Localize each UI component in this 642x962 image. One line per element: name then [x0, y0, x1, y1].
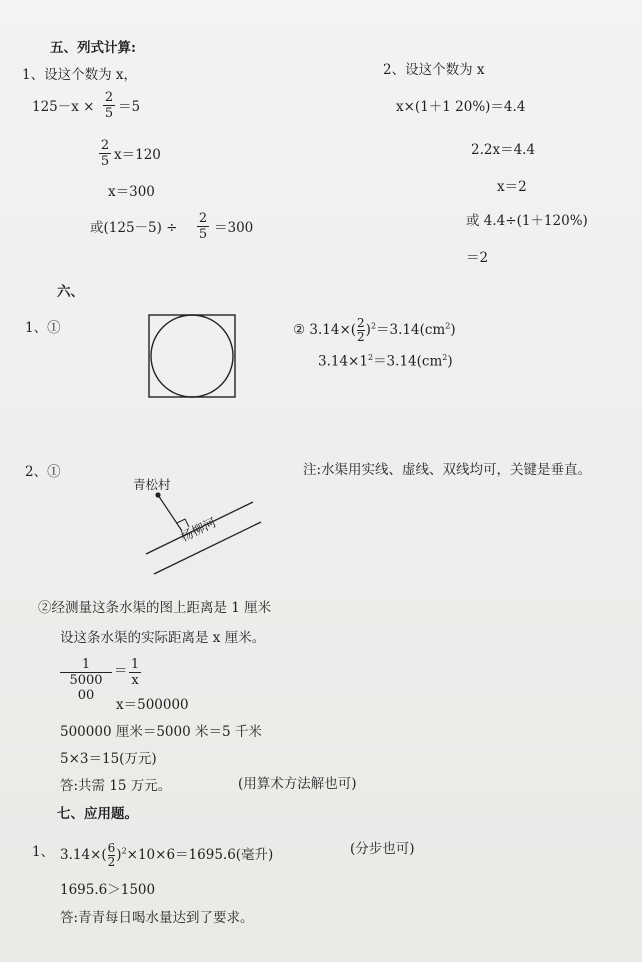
fraction-one-over-x: [129, 657, 141, 688]
eq-6-2-b: x＝500000: [116, 697, 189, 713]
fraction-two-halves: [357, 317, 365, 344]
exponent: 2: [445, 321, 451, 331]
village-label: 青松村: [133, 477, 171, 492]
eq-6-1-b-part3: ): [447, 353, 453, 370]
fraction-denominator: 5: [198, 227, 208, 242]
eq-6-1-a-part1: ② 3.14×(: [293, 322, 357, 338]
fraction-denominator: 2: [357, 330, 365, 344]
problem-6-2-label: 2、①: [25, 464, 61, 480]
eq-6-2-c: 500000 厘米＝5000 米＝5 千米: [60, 724, 262, 740]
fraction-numerator: 1: [81, 657, 91, 672]
eq-5-1-a-right: ＝5: [118, 99, 141, 115]
note-7-1: (分步也可): [350, 841, 415, 857]
eq-6-1-b: [318, 350, 453, 370]
eq-5-1-a-left: 125－x ×: [32, 99, 95, 115]
square-with-inscribed-circle: [145, 312, 240, 402]
fraction-two-fifths-2: [99, 138, 111, 169]
eq-5-1-b: x＝120: [114, 147, 161, 163]
fraction-six-halves: [108, 842, 116, 869]
eq-5-2-a: x×(1＋1 20%)＝4.4: [396, 99, 526, 115]
eq-6-1-a-part3: ＝3.14(cm: [376, 322, 446, 338]
eq-5-2-b: 2.2x＝4.4: [471, 142, 536, 158]
section-6-heading: 六、: [57, 284, 84, 300]
fraction-numerator: 6: [107, 841, 116, 855]
fraction-numerator: 2: [357, 316, 365, 330]
eq-7-1-b: 1695.6＞1500: [60, 882, 156, 898]
eq-5-1-d-right: ＝300: [214, 220, 254, 236]
fraction-denominator: 2: [107, 855, 116, 869]
equals-sign: ＝: [114, 663, 128, 679]
eq-6-1-a-part2: ): [365, 322, 371, 338]
canal-line: [158, 495, 182, 531]
eq-6-2-d: 5×3＝15(万元): [60, 751, 157, 767]
fraction-denominator: 5: [104, 106, 114, 121]
problem-7-1-label: 1、: [32, 844, 55, 860]
eq-5-2-e: ＝2: [466, 250, 489, 266]
fraction-two-fifths-3: [197, 211, 209, 242]
fraction-numerator: 2: [100, 138, 110, 153]
fraction-numerator: 1: [130, 657, 140, 672]
eq-7-1-a: [60, 842, 273, 869]
answer-6-2: 答:共需 15 万元。: [60, 778, 172, 794]
fraction-denominator: 5: [100, 154, 110, 169]
eq-5-1-d-left: 或(125－5) ÷: [90, 220, 178, 236]
fraction-numerator: 2: [198, 211, 208, 226]
exponent: 2: [370, 321, 377, 331]
problem-5-2-label: 2、设这个数为 x: [383, 62, 485, 78]
answer-6-2-note: (用算术方法解也可): [238, 776, 357, 792]
fraction-scale: [60, 657, 112, 703]
eq-7-1-a-part3: ×10×6＝1695.6(毫升): [126, 847, 274, 863]
eq-6-1-b-part1: 3.14×1: [318, 353, 368, 370]
eq-5-2-d: 或 4.4÷(1＋120%): [466, 213, 588, 229]
exponent: 2: [367, 353, 374, 362]
fraction-numerator: 2: [104, 90, 114, 105]
river-label: 杨柳河: [178, 514, 219, 545]
exponent: 2: [121, 846, 127, 856]
eq-7-1-a-part2: ): [116, 847, 122, 863]
section-7-heading: 七、应用题。: [57, 806, 138, 822]
section-5-heading: 五、列式计算:: [50, 40, 136, 56]
problem-5-1-label: 1、设这个数为 x，: [22, 67, 137, 83]
problem-6-1-label: 1、①: [25, 320, 61, 336]
eq-5-1-c: x＝300: [108, 184, 155, 200]
eq-6-1-a-part4: ): [450, 322, 456, 338]
note-6-2: 注:水渠用实线、虚线、双线均可，关键是垂直。: [303, 462, 592, 478]
fraction-two-fifths: [103, 90, 115, 121]
eq-5-2-c: x＝2: [497, 179, 527, 195]
exponent: 2: [442, 353, 448, 362]
answer-7-1: 答:青青每日喝水量达到了要求。: [60, 910, 254, 926]
part-6-2-2: ②经测量这条水渠的图上距离是 1 厘米: [38, 600, 272, 616]
eq-6-1-b-part2: ＝3.14(cm: [373, 353, 443, 370]
fraction-denominator: x: [131, 673, 139, 688]
eq-7-1-a-part1: 3.14×(: [60, 847, 107, 863]
part-6-2-2b: 设这条水渠的实际距离是 x 厘米。: [60, 630, 266, 646]
eq-6-1-a: [293, 317, 456, 344]
fraction-denominator: 5000 00: [69, 673, 103, 703]
circle-shape: [151, 315, 233, 397]
